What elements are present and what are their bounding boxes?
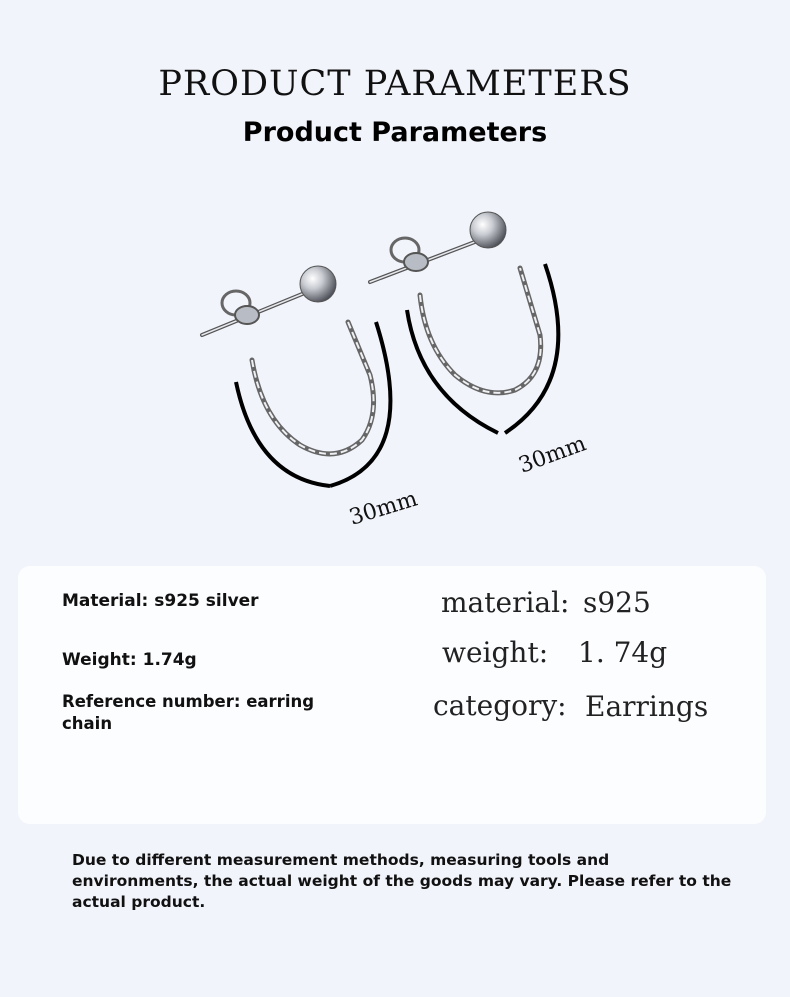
spec-category-label: category: [433, 689, 567, 722]
spec-material-value: s925 [583, 586, 651, 619]
disclaimer-note: Due to different measurement methods, measuring tools and environments, the actual weight of the goods may vary. Please refer to the actual product. [72, 851, 732, 911]
earring-right [370, 212, 558, 433]
spec-weight-label: weight: [442, 636, 549, 669]
spec-material-label: material: [441, 586, 570, 619]
dimension-label-right: 30mm [515, 431, 590, 479]
spec-weight-value: 1. 74g [578, 636, 668, 669]
page-subtitle: Product Parameters [242, 117, 548, 148]
spec-material: Material: s925 silver [62, 591, 259, 611]
spec-weight: Weight: 1.74g [62, 650, 197, 670]
spec-category-value: Earrings [585, 690, 709, 723]
dimension-arc-right [505, 264, 558, 433]
product-image [180, 195, 620, 540]
page-title: PRODUCT PARAMETERS [158, 64, 632, 104]
earring-left [202, 266, 390, 486]
spec-reference: Reference number: earring chain [62, 692, 315, 733]
dimension-label-left: 30mm [346, 486, 421, 531]
earring-illustration [180, 195, 620, 540]
